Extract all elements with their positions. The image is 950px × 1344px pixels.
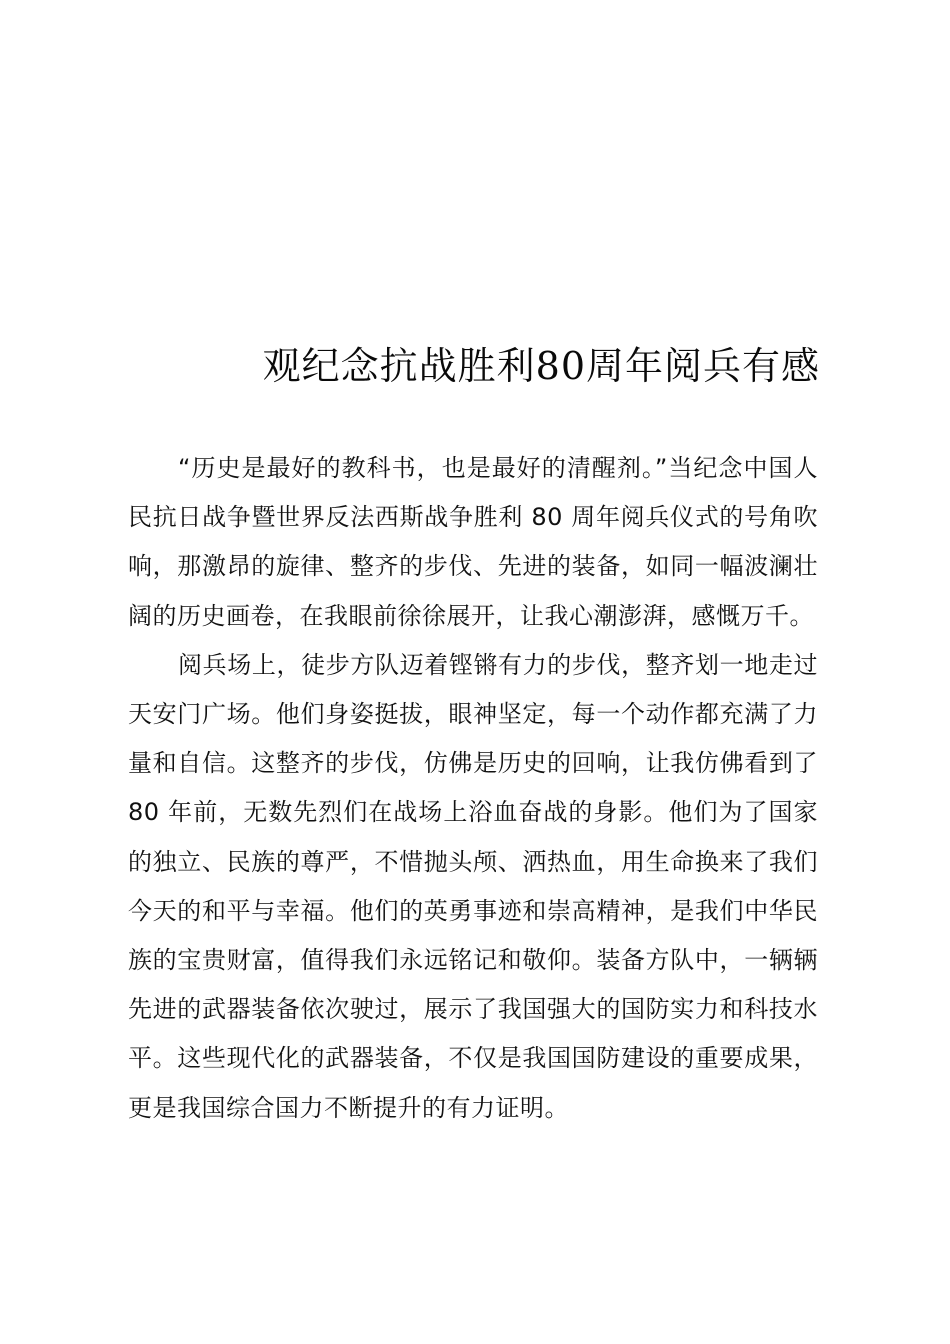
document-body [128, 444, 818, 1133]
paragraph-parade: 阅兵场上，徒步方队迈着铿锵有力的步伐，整齐划一地走过天安门广场。他们身姿挺拔，眼神坚定，每一个动作都充满了力量和自信。这整齐的步伐，仿佛是历史的回响，让我仿佛看到了 80 年前，无数先烈们在战场上浴血奋战的身影。他们为了国家的独立、民族的尊严，不惜抛头颅、洒热血，用生命换来了我们今天的和平与幸福。他们的英勇事迹和崇高精神，是我们中华民族的宝贵财富，值得我们永远铭记和敬仰。装备方队中，一辆辆先进的武器装备依次驶过，展示了我国强大的国防实力和科技水平。这些现代化的武器装备，不仅是我国国防建设的重要成果，更是我国综合国力不断提升的有力证明。 [128, 650, 818, 1122]
paragraph-intro: “历史是最好的教科书，也是最好的清醒剂。”当纪念中国人民抗日战争暨世界反法西斯战争胜利 80 周年阅兵仪式的号角吹响，那激昂的旋律、整齐的步伐、先进的装备，如同一幅波澜壮阔的历史画卷，在我眼前徐徐展开，让我心潮澎湃，感慨万千。 [128, 454, 818, 630]
document-title: 观纪念抗战胜利80周年阅兵有感 [262, 344, 820, 388]
